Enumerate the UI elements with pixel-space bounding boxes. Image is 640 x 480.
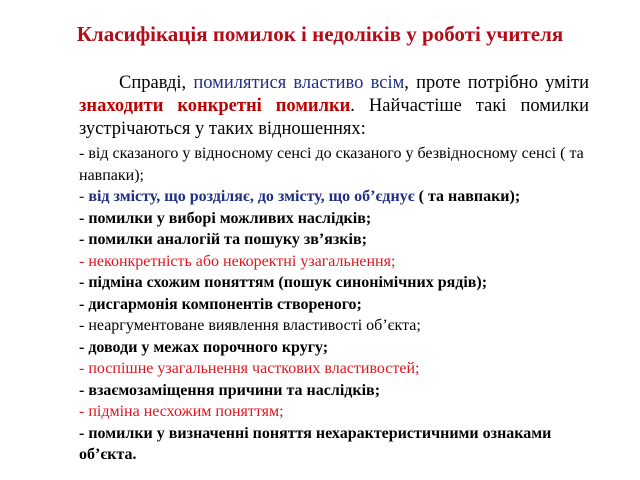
list-item: - поспішне узагальнення часткових властивостей; [79, 360, 420, 377]
list-item: - помилки аналогій та пошуку зв’язків; [79, 231, 367, 248]
error-list [79, 143, 589, 466]
list-item-highlight: - від змісту, що розділяє, до змісту, що об’єднує [79, 188, 419, 205]
list-item: - підміна схожим поняттям (пошук синонімічних рядів); [79, 274, 488, 291]
list-item: - неаргументоване виявлення властивості об’єкта; [79, 317, 421, 334]
list-item: - помилки у визначенні поняття нехарактеристичними ознаками об’єкта. [79, 424, 552, 463]
intro-highlight-red: знаходити конкретні помилки [79, 96, 351, 116]
list-item: - підміна несхожим поняттям; [79, 403, 284, 420]
list-item: - неконкретність або некоректні узагальнення; [79, 252, 396, 270]
intro-paragraph [79, 72, 589, 141]
list-item [79, 186, 589, 208]
list-item-tail: ( та навпаки); [418, 188, 521, 205]
intro-text-2: , проте потрібно уміти [404, 73, 589, 93]
intro-text-1: Справді, [119, 73, 194, 93]
intro-text-3: . Найчастіше такі помилки зустрічаються у таких відношеннях: [79, 96, 589, 139]
list-item: - від сказаного у відносному сенсі до сказаного у безвідносному сенсі ( та навпаки); [79, 145, 584, 184]
list-item: - помилки у виборі можливих наслідків; [79, 209, 372, 227]
list-item: - доводи у межах порочного кругу; [79, 338, 329, 356]
slide-content [79, 72, 589, 466]
intro-highlight-blue: помилятися властиво всім [193, 73, 405, 93]
list-item: - взаємозаміщення причини та наслідків; [79, 381, 381, 399]
slide-title: Класифікація помилок і недоліків у роботі учителя [76, 22, 564, 46]
list-item: - дисгармонія компонентів створеного; [79, 295, 362, 313]
